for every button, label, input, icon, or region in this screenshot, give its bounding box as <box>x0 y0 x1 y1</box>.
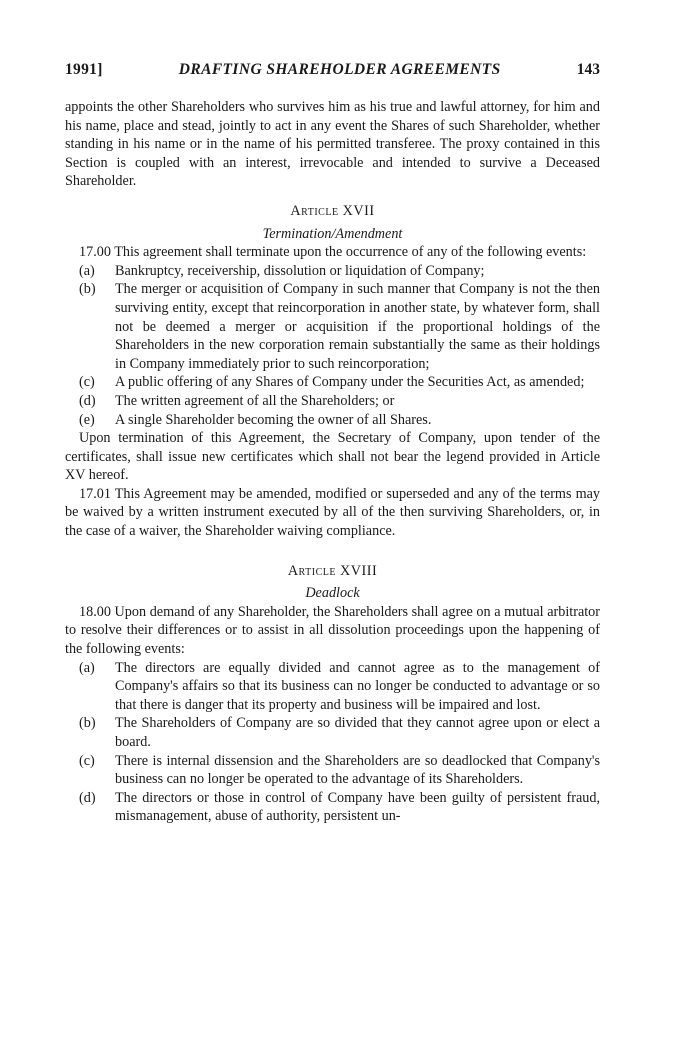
item-label: (c) <box>79 752 95 769</box>
article-17-heading: Article XVII <box>290 202 375 219</box>
item-label: (b) <box>79 281 96 298</box>
item-text: The merger or acquisition of Company in such manner that Company is not the then surviving entity, except that reincorporation in another state, by whatever form, shall not be deemed a merger or acquisition if the proportional holdings of the Shareholders in the new corporation remain substantially the same as their holdings in Company immediately prior to such reincorporation; <box>115 281 600 372</box>
item-label: (a) <box>79 659 95 676</box>
list-item <box>65 373 600 392</box>
item-label: (a) <box>79 262 95 279</box>
section-1800: 18.00 Upon demand of any Shareholder, the Shareholders shall agree on a mutual arbitrator to resolve their differences or to assist in all dissolution proceedings upon the happening of the following events: <box>65 603 600 658</box>
item-text: A single Shareholder becoming the owner of all Shares. <box>115 411 432 428</box>
section-1701: 17.01 This Agreement may be amended, modified or superseded and any of the terms may be waived by a written instrument executed by all of the then surviving Shareholders, or, in the case of a waiver, the Shareholder waiving compliance. <box>65 485 600 540</box>
list-item <box>65 659 600 715</box>
header-year: 1991] <box>65 61 103 78</box>
article-18-subheading: Deadlock <box>305 585 360 602</box>
item-label: (d) <box>79 392 96 409</box>
item-label: (d) <box>79 789 96 806</box>
article-17-list <box>65 262 600 429</box>
item-text: Bankruptcy, receivership, dissolution or liquidation of Company; <box>115 262 485 279</box>
item-label: (e) <box>79 411 95 428</box>
opening-paragraph: appoints the other Shareholders who survives him as his true and lawful attorney, for him and his name, place and stead, jointly to act in any event the Shares of such Shareholder, whether standing in his name or in the name of his permitted transferee. The proxy contained in this Section is coupled with an interest, irrevocable and intended to survive a Deceased Shareholder. <box>65 99 600 190</box>
item-label: (b) <box>79 715 96 732</box>
item-text: The directors or those in control of Company have been guilty of persistent fraud, mismanagement, abuse of authority, persistent un- <box>115 789 600 825</box>
list-item <box>65 789 600 826</box>
item-text: The directors are equally divided and cannot agree as to the management of Company's affairs so that its business can no longer be conducted to advantage or so that there is danger that its property and business will be impaired and lost. <box>115 659 600 713</box>
list-item <box>65 714 600 751</box>
article-18-heading: Article XVIII <box>287 562 378 579</box>
running-header <box>65 60 600 80</box>
item-text: The written agreement of all the Shareholders; or <box>115 392 395 409</box>
document-page <box>65 60 600 826</box>
item-text: A public offering of any Shares of Company under the Securities Act, as amended; <box>115 374 585 391</box>
article-18-list <box>65 659 600 826</box>
article-17-subheading: Termination/Amendment <box>262 225 403 242</box>
list-item <box>65 262 600 281</box>
header-title: DRAFTING SHAREHOLDER AGREEMENTS <box>178 61 501 78</box>
list-item <box>65 752 600 789</box>
list-item <box>65 392 600 411</box>
section-1700: 17.00 This agreement shall terminate upon the occurrence of any of the following events: <box>79 244 587 261</box>
list-item <box>65 280 600 373</box>
page-number: 143 <box>576 61 600 78</box>
termination-paragraph: Upon termination of this Agreement, the Secretary of Company, upon tender of the certificates, shall issue new certificates which shall not bear the legend provided in Article XV hereof. <box>65 430 600 484</box>
list-item <box>65 411 600 430</box>
item-text: There is internal dissension and the Shareholders are so deadlocked that Company's business can no longer be operated to the advantage of its Shareholders. <box>115 752 600 788</box>
item-text: The Shareholders of Company are so divided that they cannot agree upon or elect a board. <box>115 715 600 750</box>
item-label: (c) <box>79 374 95 391</box>
